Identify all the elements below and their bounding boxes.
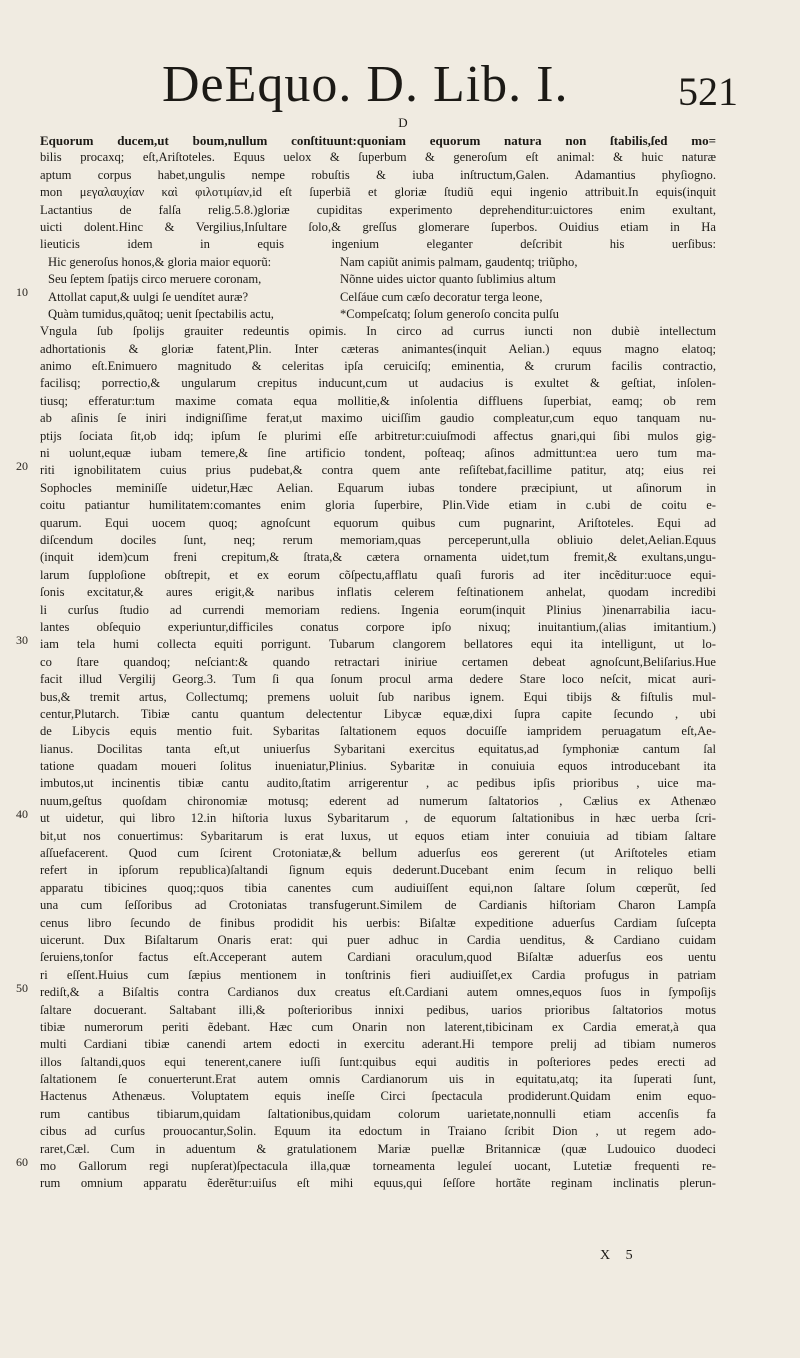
text-line: tiusq; efferatur:tum maxime comata equa mollitie,& inſolentia diffluens ſuperbiat, eamq; ob rem bbox=[40, 393, 716, 408]
text-line: de Libycis equis mentio fuit. Sybaritas ſaltationem equos docuiſſe iampridem peruagatum eſt,Ae- bbox=[40, 724, 716, 739]
page-number: 521 bbox=[678, 69, 738, 114]
verse-right: *Compeſcatq; ſolum generoſo concita pulſu bbox=[340, 306, 559, 321]
verse-row bbox=[40, 289, 716, 306]
text-line: ſonis excitatur,& aures erigit,& naribus inflatis celerem feſtinationem anhelat, quodam incredibi bbox=[40, 585, 716, 600]
text-line: ſaltationem ſe conuerterunt.Erat autem omnis Cardianorum uis in equitatu,atq; ita ſuperati ſunt, bbox=[40, 1072, 716, 1087]
verse-left: Seu ſeptem ſpatijs circo meruere coronam, bbox=[48, 272, 262, 287]
text-line: ab aſinis ſe iniri indigniſſime ferat,ut maximo uiciſſim gaudio compleatur,cum equo tanquam nu- bbox=[40, 411, 716, 426]
text-line: ſaltare docuerant. Saltabant illi,& poſterioribus innixi pedibus, uarios prioribus ſaltatorios motus bbox=[40, 1002, 716, 1017]
text-line: aſſuefacerent. Quod cum ſcirent Crotoniatæ,& bellum aduerſus eos gererent (ut Ariſtoteles etiam bbox=[40, 846, 716, 861]
text-line: refert in ipſorum republica)ſaltandi ſignum equis dederunt.Ducebant enim ſecum in reliquo belli bbox=[40, 863, 716, 878]
text-line: rediſt,& a Biſaltis contra Cardianos dux creatus eſt.Cardiani autem omnes,equos ſuos in ſympoſijs bbox=[40, 985, 716, 1000]
text-line: illos ſaltandi,quos equi tenerent,canere iuſſi ſunt:quibus equi auditis in poſteriores pedes erecti ad bbox=[40, 1054, 716, 1069]
text-line: apparatu tibicines quoq;:quos tibia canentes cum audiuiſſent equi,non ſaltare ſolum cœperũt, ſed bbox=[40, 880, 716, 895]
text-line: bit,ut nos conuertimus: Sybaritarum is erat luxus, ut equos etiam inter conuiuia ad tibiam ſaltare bbox=[40, 828, 716, 843]
verse-left: Quàm tumidus,quãtoq; uenit ſpectabilis actu, bbox=[48, 306, 274, 321]
text-line: lieuticis idem in equis ingenium eleganter deſcribit his uerſibus: bbox=[40, 237, 716, 252]
text-line: coitu patiantur humilitatem:comantes enim gloria ſuperbire, Plin.Vide etiam in c.ubi de coitu e- bbox=[40, 498, 716, 513]
signature-mark: X 5 bbox=[600, 1248, 639, 1263]
text-line: imbutos,ut incinentis tibiæ cantu audito,ſtatim arrigerentur , ac pedibus ipſis prioribus , uice ma- bbox=[40, 776, 716, 791]
text-line: uicti dolent.Hinc & Vergilius,Inſultare ſolo,& greſſus glomerare ſuperbos. Ouidius etiam in Ha bbox=[40, 219, 716, 234]
text-line: mo Gallorum regi nupſerat)ſpectacula illa,quæ torneamenta leguleí uocant, Lutetiæ frequenti re- bbox=[40, 1159, 716, 1174]
verse-right: Nõnne uides uictor quanto ſublimius altum bbox=[340, 272, 556, 287]
text-line: ni uolunt,equæ iubam temere,& ſine artificio tondent, poſteaq; aſinos admittunt:ea uero tum ma- bbox=[40, 446, 716, 461]
text-line: co ſtare quandoq; neſciant:& quando retractari iniriue certamen debeat agnoſcunt,Beliſarius.Hue bbox=[40, 654, 716, 669]
verse-right: Celſáue cum cæſo decoratur terga leone, bbox=[340, 289, 543, 304]
text-line: li curſus ſtudio ad currendi memoriam rediens. Ingenia eorum(inquit Plinius )inenarrabilia iacu- bbox=[40, 602, 716, 617]
text-line: raret,Cæl. Cum in aduentum & gratulationem Mariæ puellæ Britannicæ (quæ Ludouico duodeci bbox=[40, 1141, 716, 1156]
line-number: 50 bbox=[16, 981, 28, 995]
text-line: bilis procaxq; eſt,Ariſtoteles. Equus uelox & ſuperbum & generoſum eſt animal: & huic naturæ bbox=[40, 150, 716, 165]
text-line: iam tela humi collecta equiti porrigunt. Tubarum clangorem bellatores equi ita intelligunt, ut lo- bbox=[40, 637, 716, 652]
body-text bbox=[40, 132, 716, 1193]
line-number: 20 bbox=[16, 459, 28, 473]
text-line: larum ſupploſione obſtrepit, et ex eorum cõſpectu,afflatu quaſi furoris ad iter incẽditur:uoce equi- bbox=[40, 567, 716, 582]
text-line: Vngula ſub ſpolijs grauiter redeuntis opimis. In circo ad currus iuncti non dubiè intellectum bbox=[40, 324, 716, 339]
text-line: (inquit idem)cum freni crepitum,& ſtrata,& cætera ornamenta uidet,tum fremit,& exultans,ungu- bbox=[40, 550, 716, 565]
text-line: una cum ſeſſoribus ad Crotoniatas transfugerunt.Similem de Cardianis hiſtoriam Charon Lampſa bbox=[40, 898, 716, 913]
text-line: diſcendum dociles ſunt, neq; rerum memoriam,quas perceperunt,ulla obliuio delet,Aelian.Equus bbox=[40, 532, 716, 547]
text-line: tatione quadam moueri ſolitus inueniatur,Plinius. Sybaritæ in conuiuia equos introducebant ita bbox=[40, 759, 716, 774]
text-line: rum omnium apparatu ẽderẽtur:uiſus eſt mihi equus,qui ſeſſore hortãte reginam inclinatis plerun- bbox=[40, 1176, 716, 1191]
text-line: rum cantibus tibiarum,quidam ſaltationibus,quidam colorum uarietate,nonnulli etiam accenſis fa bbox=[40, 1106, 716, 1121]
text-line: Hactenus Athenæus. Voluptatem equis ineſſe Circi ſpectacula prodiderunt.Quidam enim equo- bbox=[40, 1089, 716, 1104]
text-line: Equorum ducem,ut boum,nullum conſtituunt:quoniam equorum natura non ſtabilis,ſed mo= bbox=[40, 133, 716, 148]
text-line: lianus. Docilitas tanta eſt,ut uniuerſus Sybaritani exercitus equitatus,ad ſymphoniæ cantum ſal bbox=[40, 741, 716, 756]
section-letter: D bbox=[398, 115, 408, 130]
text-line: aptum corpus habet,ungulis nempe robuſtis & iuba inſtructum,Galen. Adamantius phyſiogno. bbox=[40, 167, 716, 182]
page-header bbox=[0, 55, 800, 115]
verse-row bbox=[40, 271, 716, 288]
text-line: cenus libro ſecundo de finibus prodidit his uerbis: Biſaltæ expeditione aduerſus Cardiam ſuſcepta bbox=[40, 915, 716, 930]
line-number: 10 bbox=[16, 285, 28, 299]
text-line: animo eſt.Enimuero magnitudo & celeritas ipſa ceruiciſq; eminentia, & crurum facilis contractio, bbox=[40, 359, 716, 374]
text-line: Sophocles meminiſſe uidetur,Hæc Aelian. Equarum iubas tondere præcipiunt, ut aſinorum in bbox=[40, 480, 716, 495]
text-line: cibus ad curſus prouocantur,Solin. Equum ita edoctum in Traiano ſcribit Dion , ut regem ado- bbox=[40, 1124, 716, 1139]
text-line: centur,Plutarch. Tibiæ cantu quantum delectentur Libycæ equæ,dixi ſupra capite ſecundo , ubi bbox=[40, 706, 716, 721]
text-line: mon μεγαλαυχίαν καὶ φιλοτιμίαν,id eſt ſuperbiã et gloriæ ſtudiũ equi ingenio attribuit.In equis(inquit bbox=[40, 185, 716, 200]
verse-row bbox=[40, 254, 716, 271]
text-line: uicerunt. Dux Biſaltarum Onaris erat: qui puer adhuc in Cardia uenditus, & Cardiano cuidam bbox=[40, 932, 716, 947]
text-line: tibiæ numerorum periti ẽdebant. Hæc cum Onarin non laterent,tibicinam ex Cardia emerat,à qua bbox=[40, 1019, 716, 1034]
verse-left: Hic generoſus honos,& gloria maior equorũ: bbox=[48, 254, 272, 269]
running-title: DeEquo. D. Lib. I. bbox=[162, 56, 569, 113]
verse-left: Attollat caput,& uulgi ſe uendítet auræ? bbox=[48, 289, 249, 304]
text-line: quarum. Equi uocem quoq; agnoſcunt equorum quibus cum pugnarint, Ariſtoteles. Equi ad bbox=[40, 515, 716, 530]
text-line: ut uidetur, qui libro 12.in hiſtoria luxus Sybaritarum , de equorum ſaltationibus in hæc uerba ſcri- bbox=[40, 811, 716, 826]
line-number: 60 bbox=[16, 1155, 28, 1169]
verse-right: Nam capiũt animis palmam, gaudentq; triũpho, bbox=[340, 254, 578, 269]
text-line: multi Cardiani tibiæ canendi artem edocti in exercitu aderant.Hi tempore prelij ad tibiam numeros bbox=[40, 1037, 716, 1052]
text-line: bus,& tremit artus, Collectumq; premens uoluit ſub naribus ignem. Equi tibijs & fiſtulis mul- bbox=[40, 689, 716, 704]
text-line: riti ignobilitatem cuius prius pudebat,& contra quem ante reſiſtebat,facillime patitur, atq; eius rei bbox=[40, 463, 716, 478]
text-line: Lactantius de falſa relig.5.8.)gloriæ cupiditas experimento deprehenditur:uictores enim exultant, bbox=[40, 202, 716, 217]
line-number: 40 bbox=[16, 807, 28, 821]
text-line: adhortationis & gloriæ fatent,Plin. Inter cæteras animantes(inquit Aelian.) equus magno elatoq; bbox=[40, 341, 716, 356]
text-line: ri eſſent.Huius cum ſæpius mentionem in tonſtrinis fieri audiuiſſet,ex Cardia profugus in patriam bbox=[40, 967, 716, 982]
text-line: nuum,geſtus quoſdam chironomiæ motusq; ederent ad numerum ſaltatorios , Cælius ex Athenæo bbox=[40, 793, 716, 808]
verse-quotation bbox=[40, 254, 716, 324]
text-line: ſeruiens,tonſor factus eſt.Acceperant autem Cardiani oraculum,quod Biſaltæ aduerſus eos uentu bbox=[40, 950, 716, 965]
text-line: facit illud Vergilij Georg.3. Tum ſi qua ſonum procul arma dedere Stare loco neſcit, micat auri- bbox=[40, 672, 716, 687]
text-line: ptijs ſociata ſit,ob idq; ipſum ſe plurimi eſſe arbitretur:cuiuſmodi affectus gnari,qui ſibi mulos gig- bbox=[40, 428, 716, 443]
text-line: lantes obſequio experiuntur,difficiles conatus corpore ipſo nixuq; inuitantium,(alias imitantium.) bbox=[40, 619, 716, 634]
verse-row bbox=[40, 306, 716, 323]
text-line: facilisq; porrectio,& ungularum crepitus inducunt,cum ut audacius is exultet & geſtiat, inſolen- bbox=[40, 376, 716, 391]
line-number: 30 bbox=[16, 633, 28, 647]
